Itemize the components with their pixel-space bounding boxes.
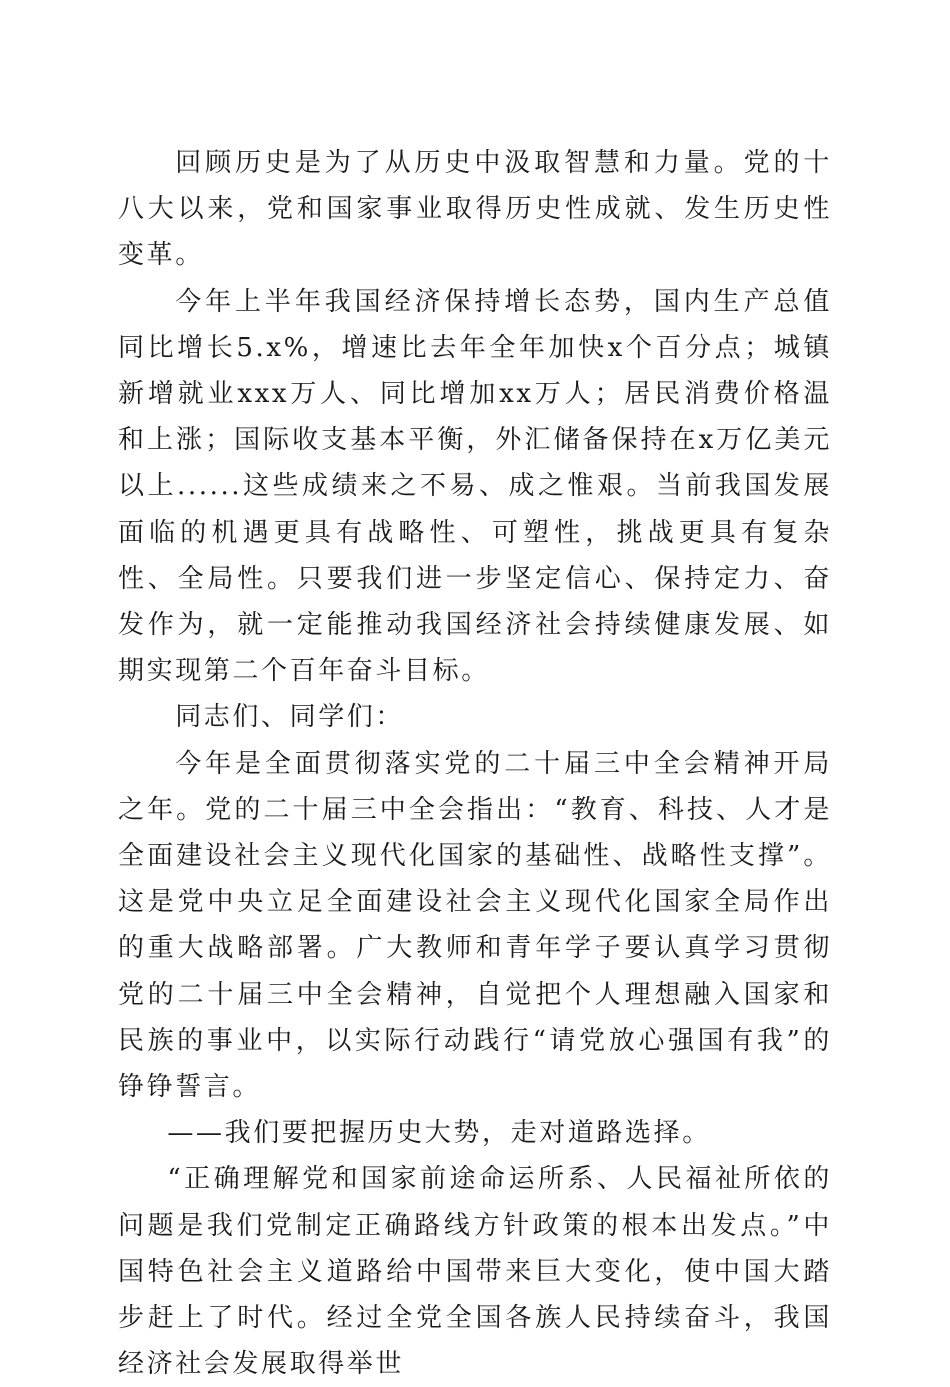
paragraph-third-plenum: 今年是全面贯彻落实党的二十届三中全会精神开局之年。党的二十届三中全会指出：“教育、科技、人才是全面建设社会主义现代化国家的基础性、战略性支撑”。这是党中央立足全面建设社会主义现代化国家全局作出的重大战略部署。广大教师和青年学子要认真学习贯彻党的二十届三中全会精神，自觉把个人理想融入国家和民族的事业中，以实际行动践行“请党放心强国有我”的铮铮誓言。 [118, 748, 832, 1103]
document-body [118, 140, 832, 1387]
paragraph-road-choice: “正确理解党和国家前途命运所系、人民福祉所依的问题是我们党制定正确路线方针政策的根本出发点。”中国特色社会主义道路给中国带来巨大变化，使中国大踏步赶上了时代。经过全党全国各族人民持续奋斗，我国经济社会发展取得举世 [118, 1164, 832, 1380]
paragraph-salutation: 同志们、同学们： [175, 702, 404, 733]
paragraph-history-review: 回顾历史是为了从历史中汲取智慧和力量。党的十八大以来，党和国家事业取得历史性成就、发生历史性变革。 [118, 148, 832, 271]
paragraph-economic-growth: 今年上半年我国经济保持增长态势，国内生产总值同比增长5.x%，增速比去年全年加快x个百分点；城镇新增就业xxx万人、同比增加xx万人；居民消费价格温和上涨；国际收支基本平衡，外汇储备保持在x万亿美元以上......这些成绩来之不易、成之惟艰。当前我国发展面临的机遇更具有战略性、可塑性，挑战更具有复杂性、全局性。只要我们进一步坚定信心、保持定力、奋发作为，就一定能推动我国经济社会持续健康发展、如期实现第二个百年奋斗目标。 [118, 286, 832, 687]
paragraph-section-heading: ——我们要把握历史大势，走对道路选择。 [167, 1118, 711, 1149]
